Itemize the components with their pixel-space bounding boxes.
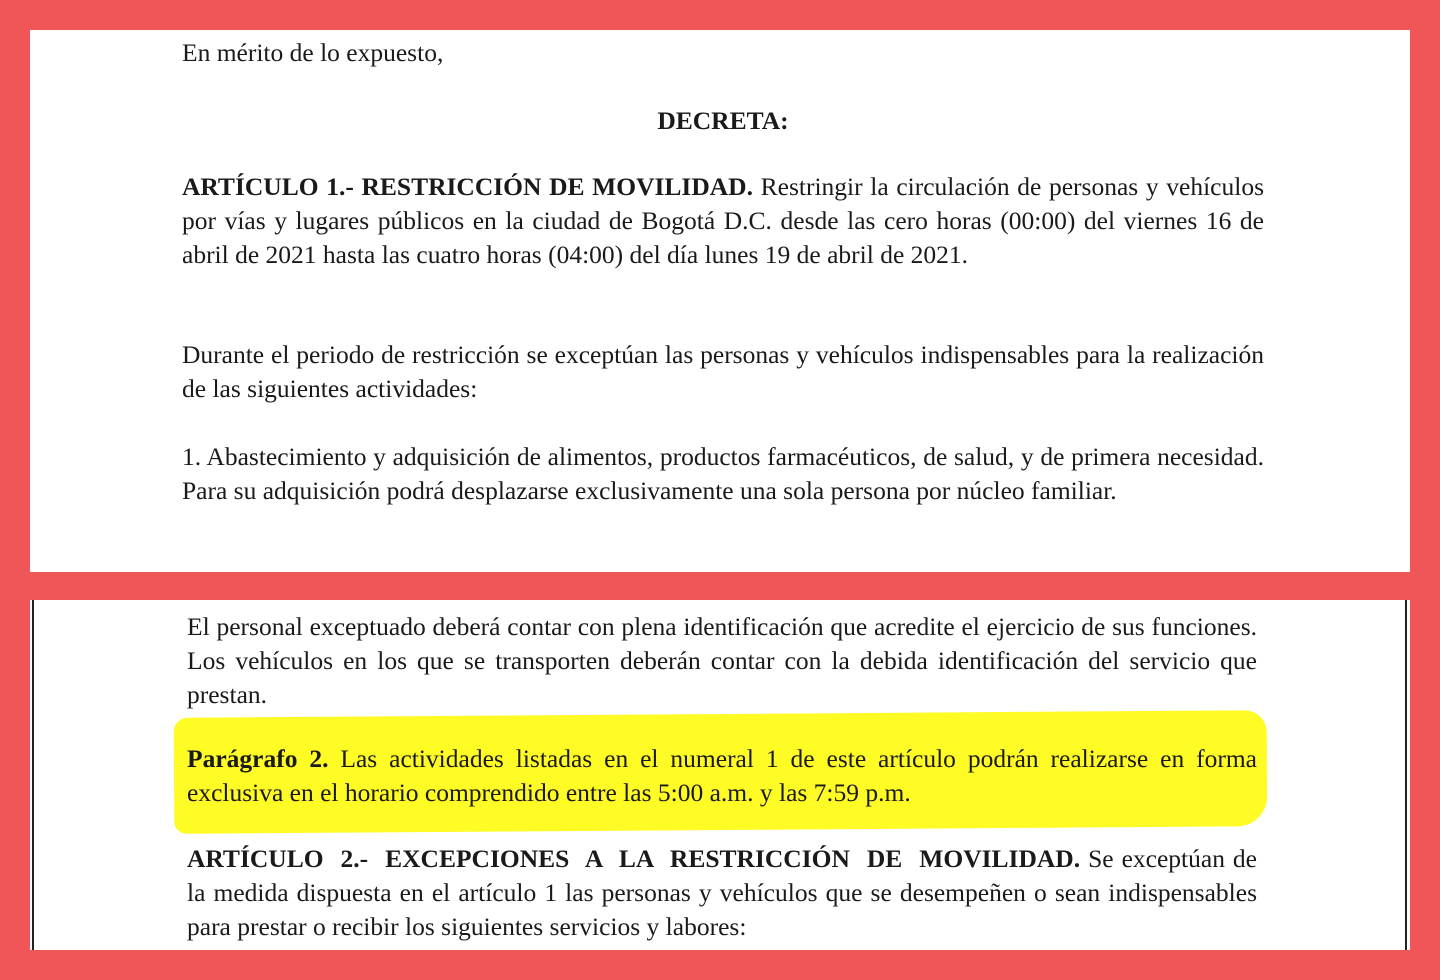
article-2-body: Se exceptúan de la medida dispuesta en el artículo 1 las personas y vehículos que se desempeñen o sean indispensables para prestar o recibir los siguientes servicios y labores: bbox=[187, 844, 1258, 941]
article-1-body: Restringir la circulación de personas y vehículos por vías y lugares públicos en la ciudad de Bogotá D.C. desde las cero horas (00:00) del viernes 16 de abril de 2021 hasta las cuatro horas (04:00) del día lunes 19 de abril de 2021. bbox=[182, 172, 1264, 269]
intro-line: En mérito de lo expuesto, bbox=[182, 38, 444, 67]
exception-intro-paragraph: Durante el periodo de restricción se exceptúan las personas y vehículos indispensables para la realización de las siguientes actividades: bbox=[182, 340, 1264, 403]
right-border-line bbox=[1405, 600, 1407, 950]
paragraph-2-body: Las actividades listadas en el numeral 1 de este artículo podrán realizarse en forma exclusiva en el horario comprendido entre las 5:00 a.m. y las 7:59 p.m. bbox=[187, 744, 1257, 807]
paragraph-2-label: Parágrafo 2. bbox=[187, 744, 329, 773]
paragraph-2 bbox=[187, 742, 1257, 810]
personnel-paragraph: El personal exceptuado deberá contar con plena identificación que acredite el ejercicio de sus funciones. Los vehículos en los que se transporten deberán contar con la debida identificación del servicio que prestan. bbox=[187, 612, 1257, 709]
decreta-heading: DECRETA: bbox=[657, 106, 789, 135]
item-1-paragraph: 1. Abastecimiento y adquisición de alimentos, productos farmacéuticos, de salud, y de primera necesidad. Para su adquisición podrá desplazarse exclusivamente una sola persona por núcleo familiar. bbox=[182, 442, 1264, 505]
bottom-document-excerpt bbox=[30, 600, 1410, 950]
article-2-title: ARTÍCULO 2.- EXCEPCIONES A LA RESTRICCIÓN DE MOVILIDAD. bbox=[187, 844, 1081, 873]
top-document-excerpt bbox=[30, 30, 1410, 572]
article-1-paragraph bbox=[182, 170, 1264, 272]
article-2-paragraph bbox=[187, 842, 1257, 944]
left-border-line bbox=[32, 600, 34, 950]
article-1-title: ARTÍCULO 1.- RESTRICCIÓN DE MOVILIDAD. bbox=[182, 172, 753, 201]
